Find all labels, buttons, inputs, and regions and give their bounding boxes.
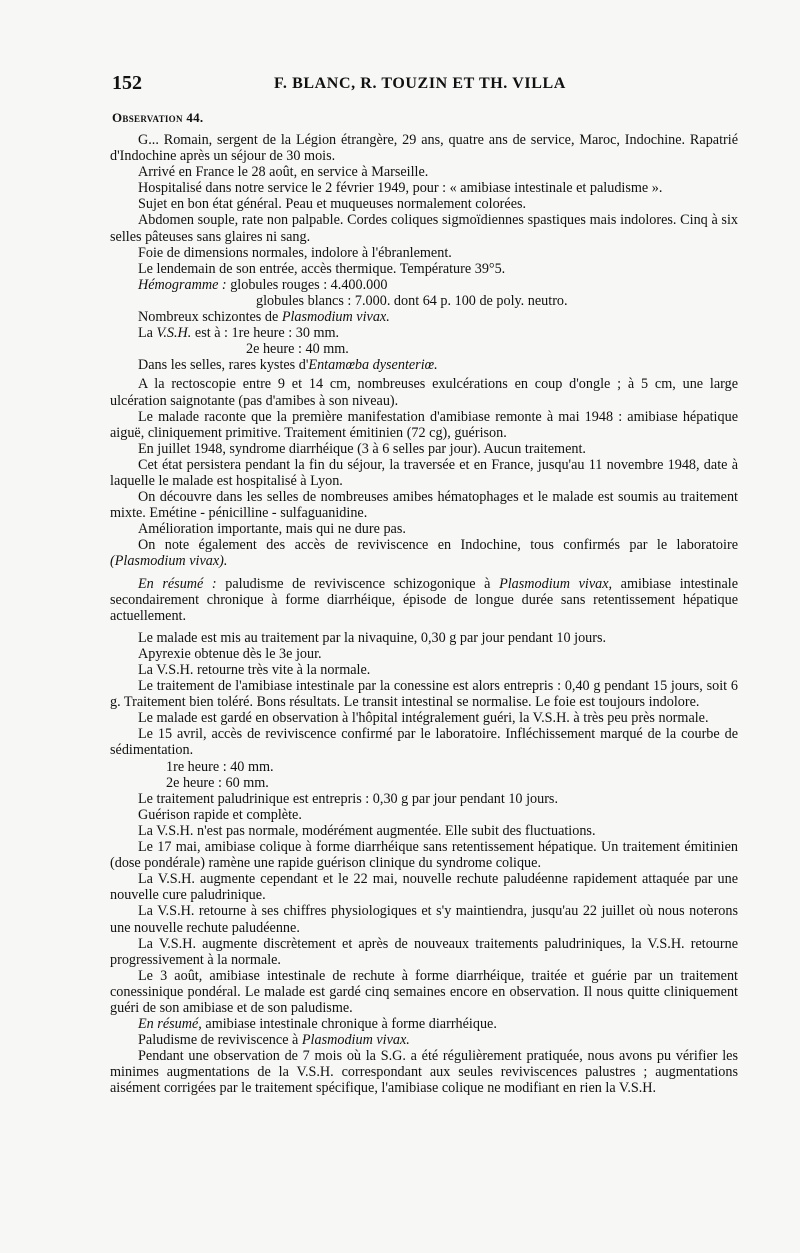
page-number: 152 — [112, 72, 142, 94]
text-run: Paludisme de reviviscence à — [138, 1032, 302, 1049]
paragraph: A la rectoscopie entre 9 et 14 cm, nombreuses exulcérations en coup d'ongle ; à 5 cm, une large ulcération saignotante (pas d'amibes à son niveau). — [110, 376, 738, 409]
text-run: est à : 1re heure : 30 mm. — [191, 325, 340, 342]
running-head: F. BLANC, R. TOUZIN ET TH. VILLA — [274, 75, 566, 92]
species-name: Plasmodium vivax. — [281, 309, 390, 326]
text-run: paludisme de reviviscence schizogonique à — [216, 575, 500, 592]
paragraph: Le malade raconte que la première manifestation d'amibiase remonte à mai 1948 : amibiase hépatique aiguë, cliniquement primitive. Traitement émitinien (72 cg), guérison. — [110, 408, 738, 441]
paragraph: Pendant une observation de 7 mois où la S.G. a été régulièrement pratiquée, nous avons pu vérifier les minimes augmentations de la V.S.H. correspondant aux seules reviviscences palustres ; augmentations aisément corrigées par le traitement spécifique, l'amibiase colique ne modifiant en rien la V.S.H. — [110, 1048, 738, 1097]
paragraph: Amélioration importante, mais qui ne dure pas. — [138, 521, 406, 538]
summary-label: En résumé : — [138, 575, 217, 592]
paragraph: Foie de dimensions normales, indolore à l'ébranlement. — [138, 244, 452, 261]
paragraph: La V.S.H. retourne à ses chiffres physiologiques et s'y maintiendra, jusqu'au 22 juillet où nous noterons une nouvelle rechute paludéenne. — [110, 903, 738, 936]
summary-paragraph — [110, 576, 738, 624]
paragraph — [110, 537, 738, 569]
summary-label: En résumé, — [138, 1016, 202, 1033]
vsh-line: 1re heure : 40 mm. — [166, 758, 274, 775]
paragraph: Guérison rapide et complète. — [138, 806, 302, 823]
paragraph: Le lendemain de son entrée, accès thermique. Température 39°5. — [138, 260, 506, 277]
text-run: La — [138, 325, 157, 342]
species-name: Plasmodium vivax, — [499, 575, 613, 592]
text-run: amibiase intestinale secondairement chronique à forme diarrhéique, épisode de longue durée sans retentissement hépatique actuellement. — [110, 575, 738, 624]
text-run: Nombreux schizontes de — [138, 309, 282, 326]
paragraph: La V.S.H. augmente discrètement et après de nouveaux traitements paludriniques, la V.S.H. retourne progressivement à la normale. — [110, 935, 738, 968]
vsh-line: 2e heure : 60 mm. — [166, 774, 269, 791]
paragraph: Sujet en bon état général. Peau et muqueuses normalement colorées. — [138, 196, 527, 213]
paragraph — [110, 309, 738, 325]
paragraph: Cet état persistera pendant la fin du séjour, la traversée et en France, jusqu'au 11 novembre 1948, date à laquelle le malade est hospitalisé à Lyon. — [110, 456, 738, 489]
paragraph — [110, 1032, 738, 1048]
hemogram-line: globules blancs : 7.000. dont 64 p. 100 de poly. neutro. — [256, 292, 568, 309]
hemogram-value: globules rouges : 4.400.000 — [230, 276, 388, 293]
paragraph: Le malade est mis au traitement par la nivaquine, 0,30 g par jour pendant 10 jours. — [138, 629, 607, 646]
paragraph: Apyrexie obtenue dès le 3e jour. — [138, 645, 322, 662]
paragraph: La V.S.H. retourne très vite à la normale. — [138, 662, 371, 678]
species-name: Entamœba dysenteriœ. — [308, 357, 438, 374]
paragraph: On découvre dans les selles de nombreuses amibes hématophages et le malade est soumis au traitement mixte. Emétine - pénicilline - sulfaguanidine. — [110, 489, 738, 522]
species-name: (Plasmodium vivax). — [110, 553, 228, 570]
paragraph: Le 15 avril, accès de reviviscence confirmé par le laboratoire. Infléchissement marqué de la courbe de sédimentation. — [110, 726, 738, 759]
document-body — [110, 132, 738, 1097]
paragraph: Le 17 mai, amibiase colique à forme diarrhéique sans retentissement hépatique. Un traitement émitinien (dose pondérale) ramène une rapide guérison clinique du syndrome colique. — [110, 839, 738, 872]
species-name: Plasmodium vivax. — [301, 1032, 410, 1049]
paragraph: Le 3 août, amibiase intestinale de rechute à forme diarrhéique, traitée et guérie par un traitement conessinique pondéral. Le malade est gardé cinq semaines encore en observation. Il nous quitte cliniquement guéri de son amibiase et de son paludisme. — [110, 967, 738, 1016]
observation-title: Observation 44. — [112, 110, 204, 125]
text-run: amibiase intestinale chronique à forme diarrhéique. — [201, 1016, 497, 1033]
paragraph: Le traitement de l'amibiase intestinale par la conessine est alors entrepris : 0,40 g pendant 15 jours, soit 6 g. Traitement bien toléré. Bons résultats. Le transit intestinal se normalise. Le foie est toujours indolore. — [110, 678, 738, 711]
text-run: V.S.H. — [156, 325, 192, 342]
text-run: On note également des accès de reviviscence en Indochine, tous confirmés par le laboratoire — [138, 537, 738, 554]
paragraph: G... Romain, sergent de la Légion étrangère, 29 ans, quatre ans de service, Maroc, Indochine. Rapatrié d'Indochine après un séjour de 30 mois. — [110, 132, 738, 165]
paragraph: Abdomen souple, rate non palpable. Cordes coliques sigmoïdiennes spastiques mais indolores. Cinq à six selles pâteuses sans glaires ni sang. — [110, 212, 738, 245]
paragraph: Hospitalisé dans notre service le 2 février 1949, pour : « amibiase intestinale et paludisme ». — [138, 180, 663, 197]
paragraph: En juillet 1948, syndrome diarrhéique (3 à 6 selles par jour). Aucun traitement. — [138, 440, 586, 457]
hemogram-line — [110, 277, 738, 293]
page-header — [112, 72, 682, 96]
text-run: Dans les selles, rares kystes d' — [138, 357, 309, 374]
paragraph: La V.S.H. n'est pas normale, modérément augmentée. Elle subit des fluctuations. — [138, 822, 596, 839]
paragraph: Le traitement paludrinique est entrepris : 0,30 g par jour pendant 10 jours. — [138, 790, 558, 807]
summary-paragraph — [110, 1016, 738, 1032]
paragraph — [110, 357, 738, 373]
paragraph: Arrivé en France le 28 août, en service à Marseille. — [138, 164, 429, 181]
vsh-line — [110, 325, 738, 341]
paragraph: Le malade est gardé en observation à l'hôpital intégralement guéri, la V.S.H. à très peu près normale. — [138, 710, 709, 727]
paragraph: La V.S.H. augmente cependant et le 22 mai, nouvelle rechute paludéenne rapidement attaquée par une nouvelle cure paludrinique. — [110, 871, 738, 904]
vsh-line: 2e heure : 40 mm. — [246, 341, 349, 358]
hemogram-label: Hémogramme : — [138, 276, 227, 293]
